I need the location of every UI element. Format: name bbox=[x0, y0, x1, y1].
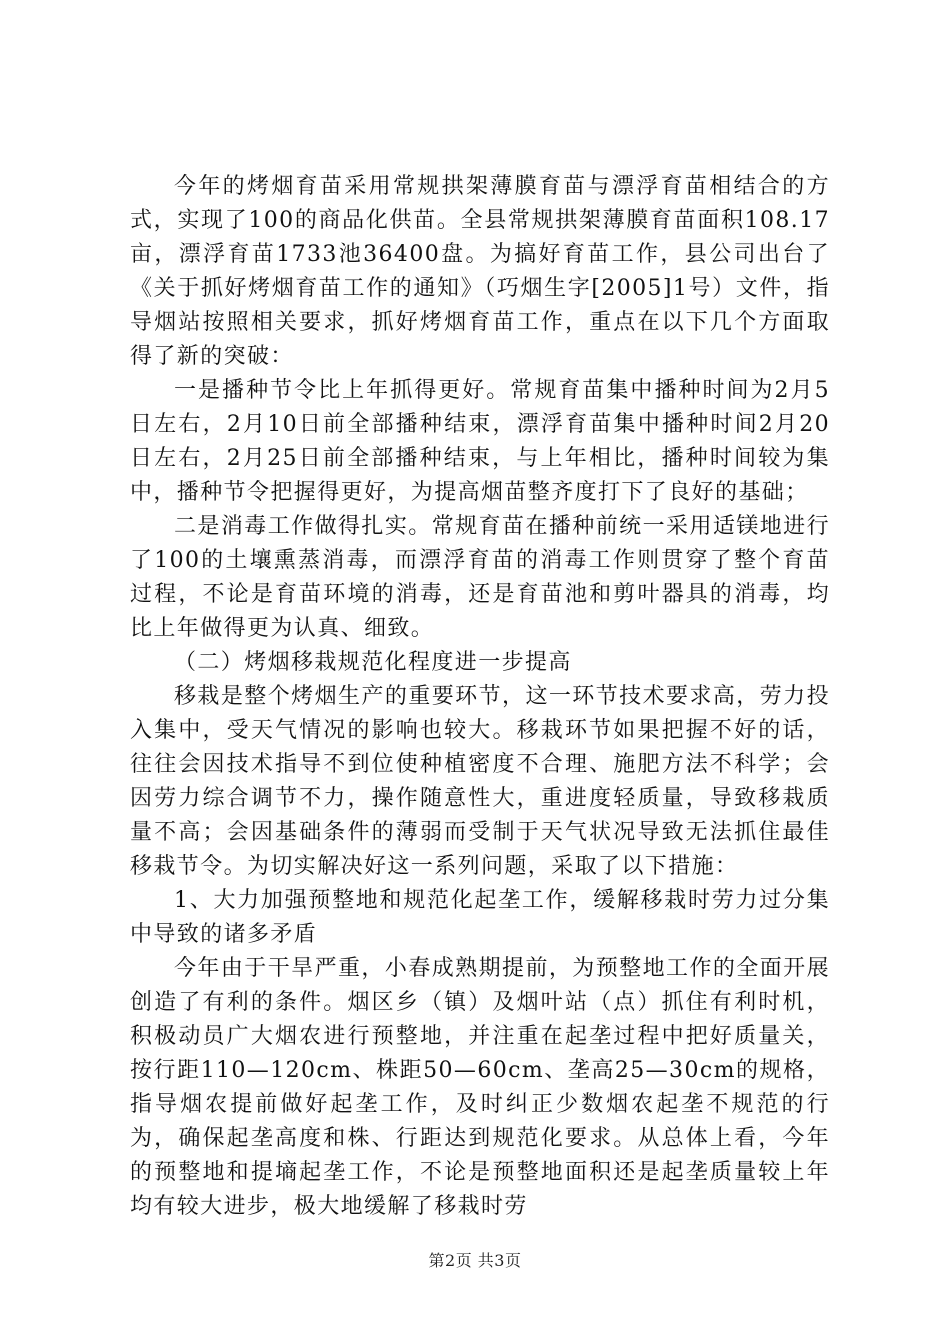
document-body bbox=[130, 170, 830, 1224]
list-item-heading-1: 1、大力加强预整地和规范化起垄工作，缓解移栽时劳力过分集中导致的诸多矛盾 bbox=[130, 888, 830, 947]
paragraph-sowing: 一是播种节令比上年抓得更好。常规育苗集中播种时间为2月5日左右，2月10日前全部播种结束，漂浮育苗集中播种时间2月20日左右，2月25日前全部播种结束，与上年相比，播种时间较为集中，播种节令把握得更好，为提高烟苗整齐度打下了良好的基础； bbox=[130, 378, 830, 505]
paragraph-disinfection: 二是消毒工作做得扎实。常规育苗在播种前统一采用适镁地进行了100的土壤熏蒸消毒，而漂浮育苗的消毒工作则贯穿了整个育苗过程，不论是育苗环境的消毒，还是育苗池和剪叶器具的消毒，均比上年做得更为认真、细致。 bbox=[130, 514, 830, 641]
paragraph-intro: 今年的烤烟育苗采用常规拱架薄膜育苗与漂浮育苗相结合的方式，实现了100的商品化供苗。全县常规拱架薄膜育苗面积108.17亩，漂浮育苗1733池36400盘。为搞好育苗工作，县公司出台了《关于抓好烤烟育苗工作的通知》（巧烟生字[2005]1号）文件，指导烟站按照相关要求，抓好烤烟育苗工作，重点在以下几个方面取得了新的突破： bbox=[130, 174, 830, 369]
paragraph-transplanting: 移栽是整个烤烟生产的重要环节，这一环节技术要求高，劳力投入集中，受天气情况的影响也较大。移栽环节如果把握不好的话，往往会因技术指导不到位使种植密度不合理、施肥方法不科学；会因劳力综合调节不力，操作随意性大，重进度轻质量，导致移栽质量不高；会因基础条件的薄弱而受制于天气状况导致无法抓住最佳移栽节令。为切实解决好这一系列问题，采取了以下措施： bbox=[130, 684, 830, 879]
page-number-footer: 第2页 共3页 bbox=[428, 1251, 522, 1270]
paragraph-land-preparation: 今年由于干旱严重，小春成熟期提前，为预整地工作的全面开展创造了有利的条件。烟区乡（镇）及烟叶站（点）抓住有利时机，积极动员广大烟农进行预整地，并注重在起垄过程中把好质量关，按行距110—120cm、株距50—60cm、垄高25—30cm的规格，指导烟农提前做好起垄工作，及时纠正少数烟农起垄不规范的行为，确保起垄高度和株、行距达到规范化要求。从总体上看，今年的预整地和提墒起垄工作，不论是预整地面积还是起垄质量较上年均有较大进步，极大地缓解了移栽时劳 bbox=[130, 956, 830, 1219]
section-heading-transplanting: （二）烤烟移栽规范化程度进一步提高 bbox=[174, 650, 572, 675]
